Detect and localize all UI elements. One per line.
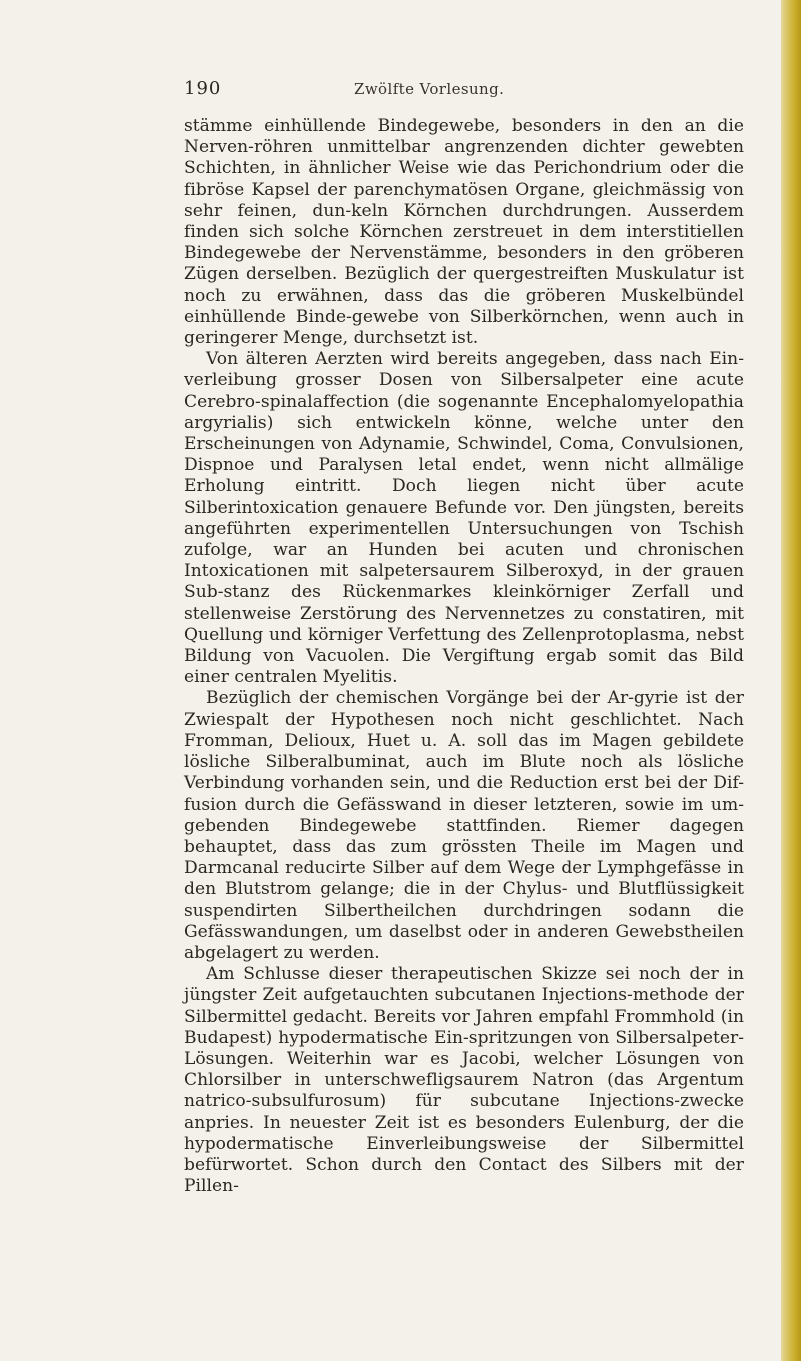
paragraph-1: stämme einhüllende Bindegewebe, besonders in den an die Nerven-röhren unmittelbar angrenzenden dichter gewebten Schichten, in ähnlicher Weise wie das Perichondrium oder die fibröse Kapsel der parenchymatösen Organe, gleichmässig von sehr feinen, dun-keln Körnchen durchdrungen. Ausserdem finden sich solche Körnchen zerstreuet in dem interstitiellen Bindegewebe der Nervenstämme, besonders in den gröberen Zügen derselben. Bezüglich der quergestreiften Muskulatur ist noch zu erwähnen, dass das die gröberen Muskelbündel einhüllende Binde-gewebe von Silberkörnchen, wenn auch in geringerer Menge, durchsetzt ist. <box>184 116 744 349</box>
body-text <box>184 116 744 1346</box>
paragraph-3: Bezüglich der chemischen Vorgänge bei der Ar-gyrie ist der Zwiespalt der Hypothesen noch nicht geschlichtet. Nach Fromman, Delioux, Huet u. A. soll das im Magen gebildete lösliche Silberalbuminat, auch im Blute noch als lösliche Verbindung vorhanden sein, und die Reduction erst bei der Dif-fusion durch die Gefässwand in dieser letzteren, sowie im um-gebenden Bindegewebe stattfinden. Riemer dagegen behauptet, dass das zum grössten Theile im Magen und Darmcanal reducirte Silber auf dem Wege der Lymphgefässe in den Blutstrom gelange; die in der Chylus- und Blutflüssigkeit suspendirten Silbertheilchen durchdringen sodann die Gefässwandungen, um daselbst oder in anderen Gewebstheilen abgelagert zu werden. <box>184 688 744 963</box>
running-title: Zwölfte Vorlesung. <box>354 80 505 98</box>
paragraph-4: Am Schlusse dieser therapeutischen Skizze sei noch der in jüngster Zeit aufgetauchten subcutanen Injections-methode der Silbermittel gedacht. Bereits vor Jahren empfahl Frommhold (in Budapest) hypodermatische Ein-spritzungen von Silbersalpeter-Lösungen. Weiterhin war es Jacobi, welcher Lösungen von Chlorsilber in unterschwefligsaurem Natron (das Argentum natrico-subsulfurosum) für subcutane Injections-zwecke anpries. In neuester Zeit ist es besonders Eulenburg, der die hypodermatische Einverleibungsweise der Silbermittel befürwortet. Schon durch den Contact des Silbers mit der Pillen- <box>184 964 744 1197</box>
page-header <box>184 78 744 108</box>
page-edge-shadow <box>781 0 801 1361</box>
page-number: 190 <box>184 78 222 99</box>
paragraph-2: Von älteren Aerzten wird bereits angegeben, dass nach Ein-verleibung grosser Dosen von Silbersalpeter eine acute Cerebro-spinalaffection (die sogenannte Encephalomyelopathia argyrialis) sich entwickeln könne, welche unter den Erscheinungen von Adynamie, Schwindel, Coma, Convulsionen, Dispnoe und Paralysen letal endet, wenn nicht allmälige Erholung eintritt. Doch liegen nicht über acute Silberintoxication genauere Befunde vor. Den jüngsten, bereits angeführten experimentellen Untersuchungen von Tschish zufolge, war an Hunden bei acuten und chronischen Intoxicationen mit salpetersaurem Silberoxyd, in der grauen Sub-stanz des Rückenmarkes kleinkörniger Zerfall und stellenweise Zerstörung des Nervennetzes zu constatiren, mit Quellung und körniger Verfettung des Zellenprotoplasma, nebst Bildung von Vacuolen. Die Vergiftung ergab somit das Bild einer centralen Myelitis. <box>184 349 744 688</box>
